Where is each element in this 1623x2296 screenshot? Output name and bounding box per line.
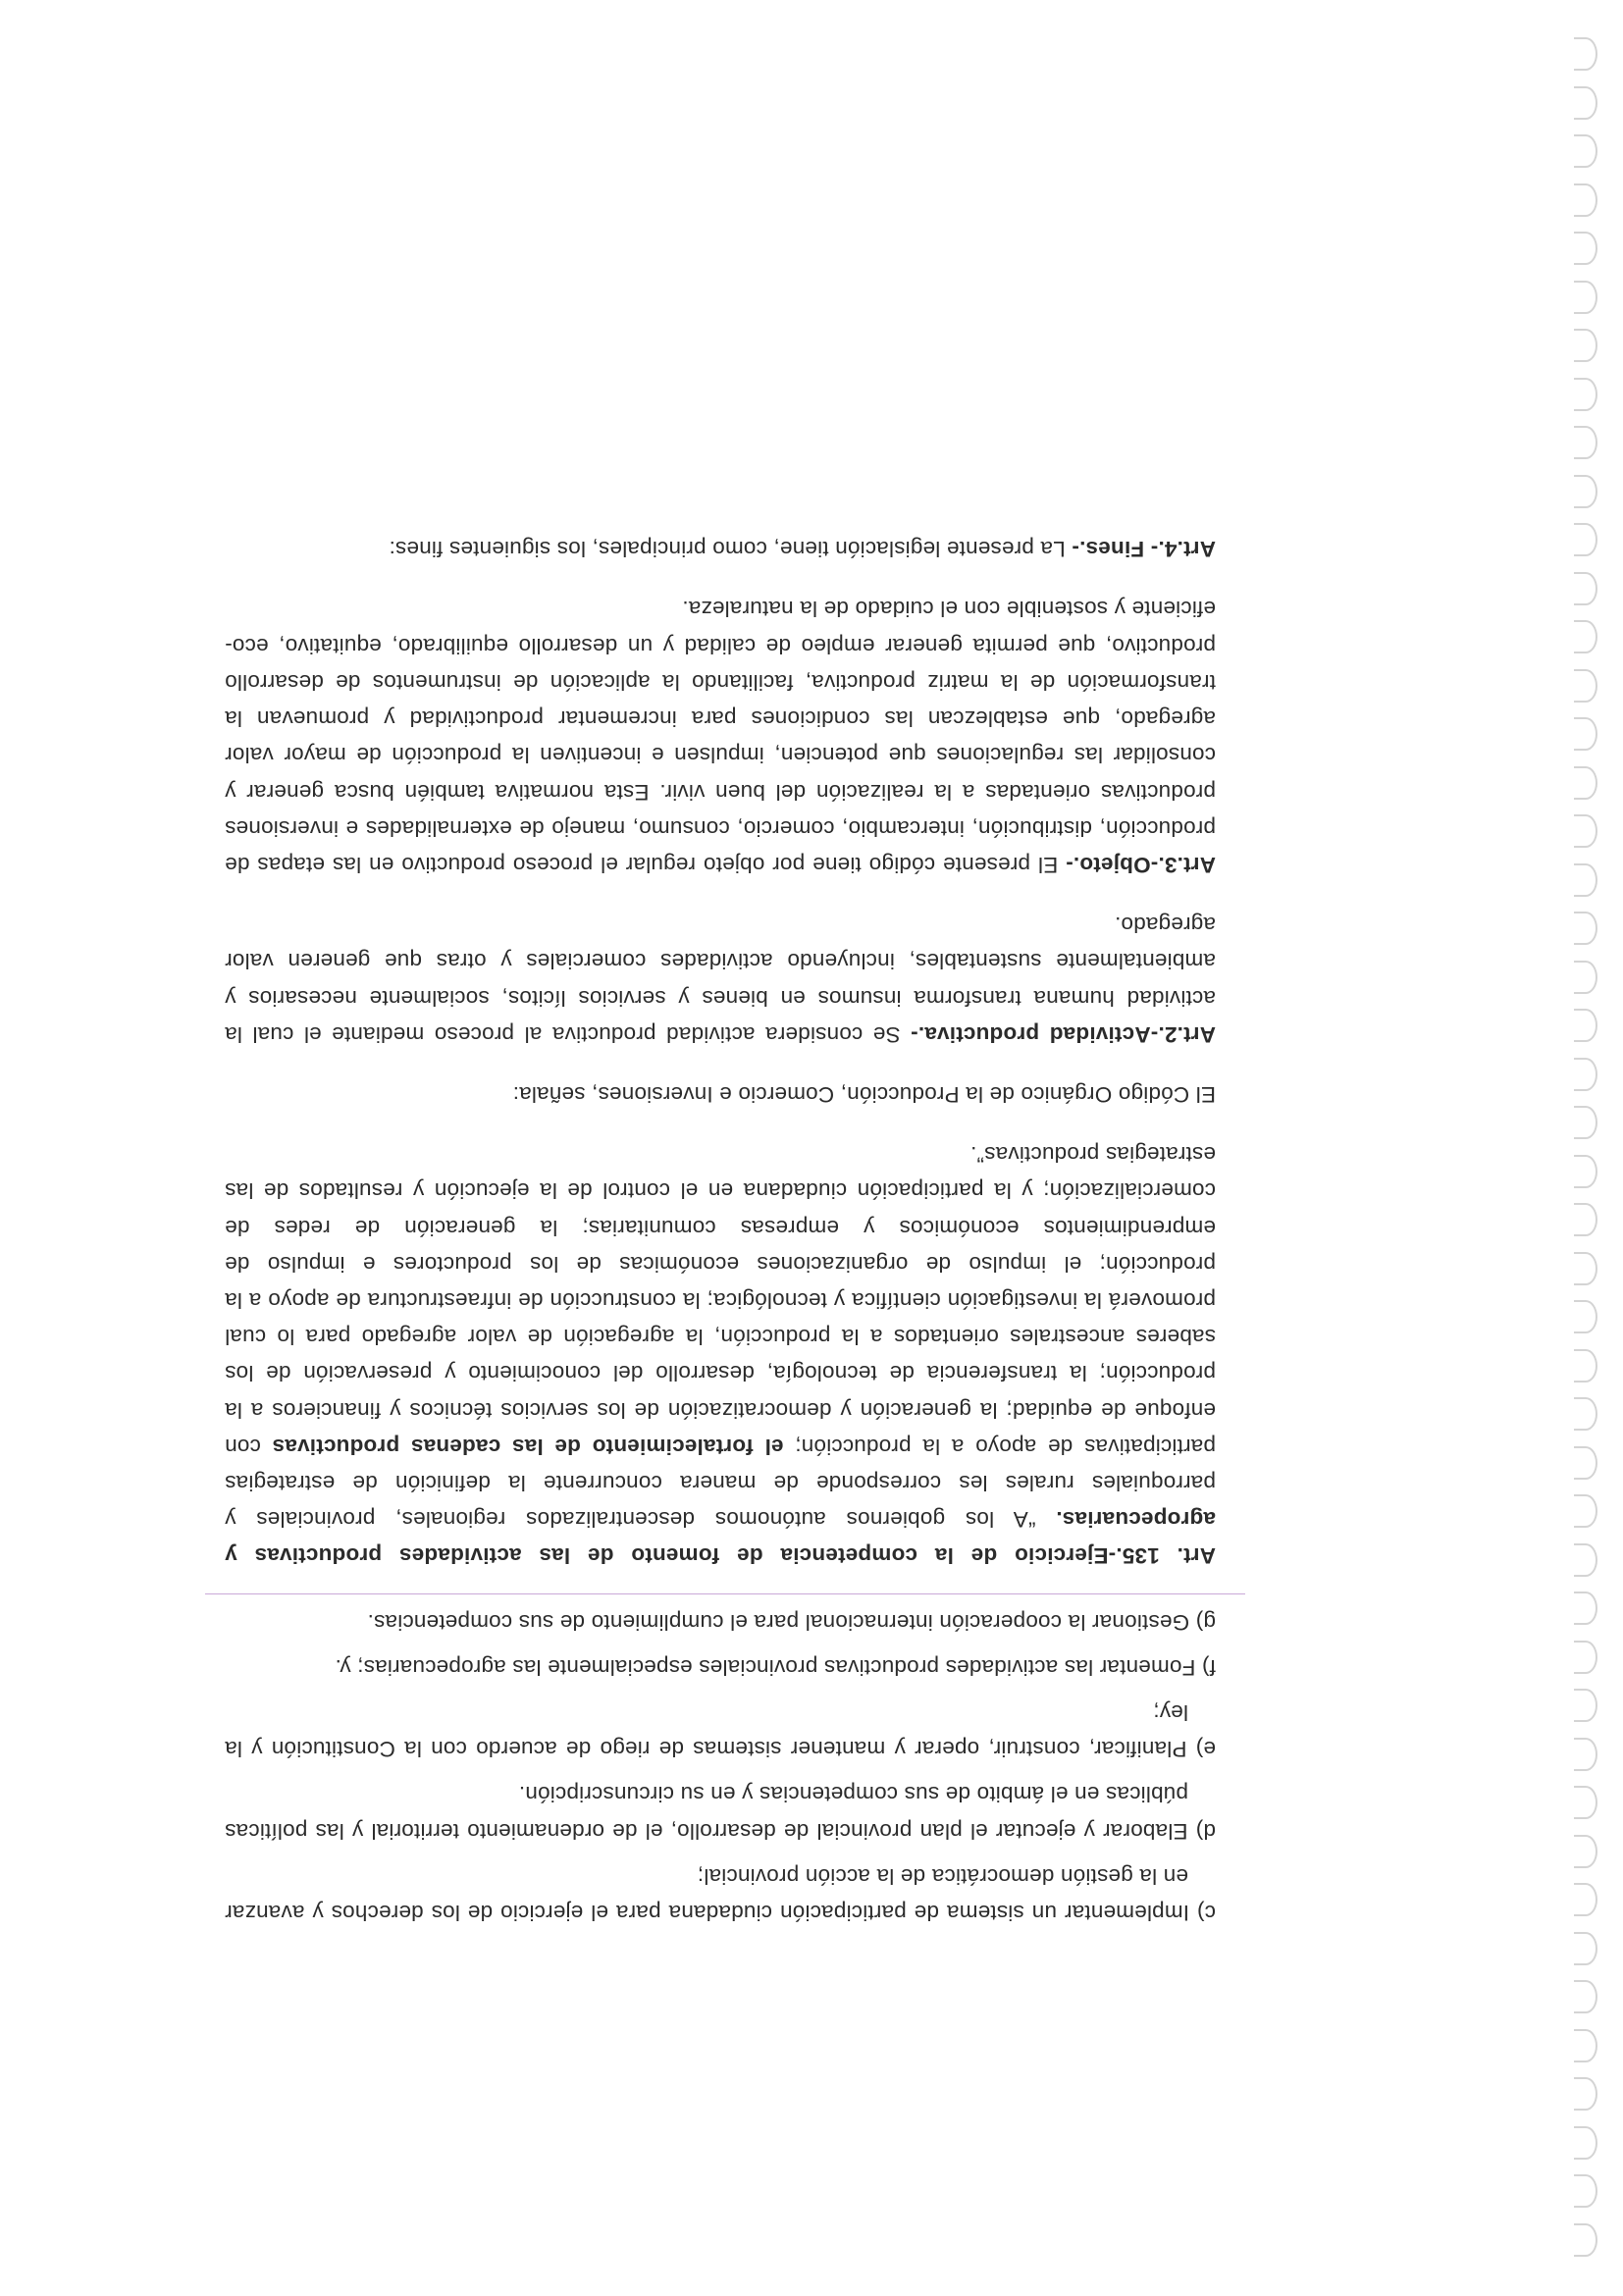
binder-ring-icon: [1574, 572, 1597, 605]
article-text: La presente legislación tiene, como principales, los siguientes fines:: [389, 537, 1073, 562]
binder-ring-icon: [1574, 135, 1597, 169]
binder-ring-icon: [1574, 1738, 1597, 1771]
binder-ring-icon: [1574, 1301, 1597, 1334]
binder-ring-icon: [1574, 1252, 1597, 1285]
binder-ring-icon: [1574, 38, 1597, 72]
highlight-rule: [205, 1593, 1245, 1594]
list-item: g) Gestionar la cooperación internacional para el cumplimiento de sus competencias.: [367, 1609, 1216, 1635]
binder-ring-icon: [1574, 1058, 1597, 1091]
binder-ring-icon: [1574, 1155, 1597, 1188]
binder-ring-icon: [1574, 378, 1597, 411]
binder-ring-icon: [1574, 815, 1597, 849]
article-text: con enfoque de equidad; la generación y democratización de los servicios técnicos y financieros a la producción; la transferencia de tecnología, desarrollo del conocimiento y preservación de los saberes ancestrales orientados a la producción, la agregación de valor agregado para lo cual promoverá la investigación científica y tecnológica; la construcción de infraestructura de apoyo a la producción; el impulso de organizaciones económicas de los productores e impulso de emprendimientos económicos y empresas comunitarias; la generación de redes de comercialización; y la participación ciudadana en el control de la ejecución y resultados de las estrategias productivas”.: [224, 1142, 1216, 1459]
binder-ring-icon: [1574, 913, 1597, 946]
binder-ring-icon: [1574, 669, 1597, 703]
binder-ring-icon: [1574, 1204, 1597, 1237]
binder-ring-icon: [1574, 86, 1597, 120]
binder-ring-icon: [1574, 1543, 1597, 1577]
article-heading: Art.2.-Actividad productiva.-: [910, 1021, 1216, 1047]
article-heading: Art.3.-Objeto.-: [1066, 852, 1216, 877]
article-3: [225, 591, 1216, 883]
binder-ring-icon: [1574, 2126, 1597, 2160]
article-text: El presente código tiene por objeto regular el proceso productivo en las etapas de producción, distribución, intercambio, comercio, consumo, manejo de externalidades e inversiones productivas orientadas a la realización del buen vivir. Esta normativa también busca generar y consolidar las regulaciones que potencien, impulsen e incentiven la producción de mayor valor agregado, que establezcan las condiciones para incrementar productividad y promuevan la transformación de la matriz productiva, facilitando la aplicación de instrumentos de desarrollo productivo, que permita generar empleo de calidad y un desarrollo equilibrado, equitativo, eco-eficiente y sostenible con el cuidado de la naturaleza.: [225, 597, 1216, 877]
list-item: c) Implementar un sistema de participación ciudadana para el ejercicio de los derechos y avanzar en la gestión democrática de la acción provincial;: [225, 1863, 1216, 1925]
binder-rings: [1566, 20, 1605, 2257]
binder-ring-icon: [1574, 330, 1597, 363]
binder-ring-icon: [1574, 2223, 1597, 2257]
binder-ring-icon: [1574, 1010, 1597, 1043]
binder-ring-icon: [1574, 1107, 1597, 1140]
binder-ring-icon: [1574, 233, 1597, 266]
binder-ring-icon: [1574, 2078, 1597, 2112]
binder-ring-icon: [1574, 183, 1597, 217]
article-heading: Art. 135.-Ejercicio de la competencia de fomento de las actividades productivas y agropecuarias.: [225, 1507, 1216, 1569]
binder-ring-icon: [1574, 718, 1597, 752]
binder-ring-icon: [1574, 1690, 1597, 1723]
binder-ring-icon: [1574, 1446, 1597, 1480]
binder-ring-icon: [1574, 863, 1597, 897]
article-135: [225, 1136, 1216, 1574]
binder-ring-icon: [1574, 1592, 1597, 1626]
binder-ring-icon: [1574, 766, 1597, 800]
binder-ring-icon: [1574, 2029, 1597, 2062]
binder-ring-icon: [1574, 1884, 1597, 1917]
lead-sentence: El Código Orgánico de la Producción, Comercio e Inversiones, señala:: [512, 1081, 1216, 1107]
binder-ring-icon: [1574, 1641, 1597, 1674]
article-text: Se considera actividad productiva al proceso mediante el cual la actividad humana transforma insumos en bienes y servicios lícitos, socialmente necesarios y ambientalmente sustentables, incluyendo actividades comerciales y otras que generen valor agregado.: [225, 913, 1216, 1047]
binder-ring-icon: [1574, 1835, 1597, 1868]
list-item: f) Fomentar las actividades productivas provinciales especialmente las agropecuarias; y.: [335, 1654, 1216, 1680]
document-body: [225, 507, 1216, 1931]
binder-ring-icon: [1574, 281, 1597, 314]
article-text: “A los gobiernos autónomos descentralizados regionales, provinciales y parroquiales rurales les corresponde de manera concurrente la definición de estrategias participativas de apoyo a la producción;: [225, 1434, 1216, 1533]
binder-ring-icon: [1574, 1349, 1597, 1383]
article-4: [225, 531, 1216, 567]
binder-ring-icon: [1574, 1495, 1597, 1529]
article-bold-phrase: el fortalecimiento de las cadenas productivas: [272, 1434, 784, 1459]
article-2: [225, 907, 1216, 1053]
list-item: e) Planificar, construir, operar y mantener sistemas de riego de acuerdo con la Constitución y la ley;: [225, 1699, 1216, 1762]
article-heading: Art.4.- Fines.-: [1072, 537, 1216, 562]
binder-ring-icon: [1574, 961, 1597, 994]
list-item: d) Elaborar y ejecutar el plan provincial de desarrollo, el de ordenamiento territorial y las políticas públicas en el ámbito de sus competencias y en su circunscripción.: [225, 1782, 1216, 1844]
binder-ring-icon: [1574, 621, 1597, 654]
binder-ring-icon: [1574, 427, 1597, 460]
binder-ring-icon: [1574, 1787, 1597, 1820]
binder-ring-icon: [1574, 1398, 1597, 1432]
binder-ring-icon: [1574, 524, 1597, 557]
item-list: [225, 1603, 1216, 1931]
binder-ring-icon: [1574, 1932, 1597, 1965]
binder-ring-icon: [1574, 1981, 1597, 2014]
binder-ring-icon: [1574, 2175, 1597, 2209]
binder-ring-icon: [1574, 475, 1597, 508]
